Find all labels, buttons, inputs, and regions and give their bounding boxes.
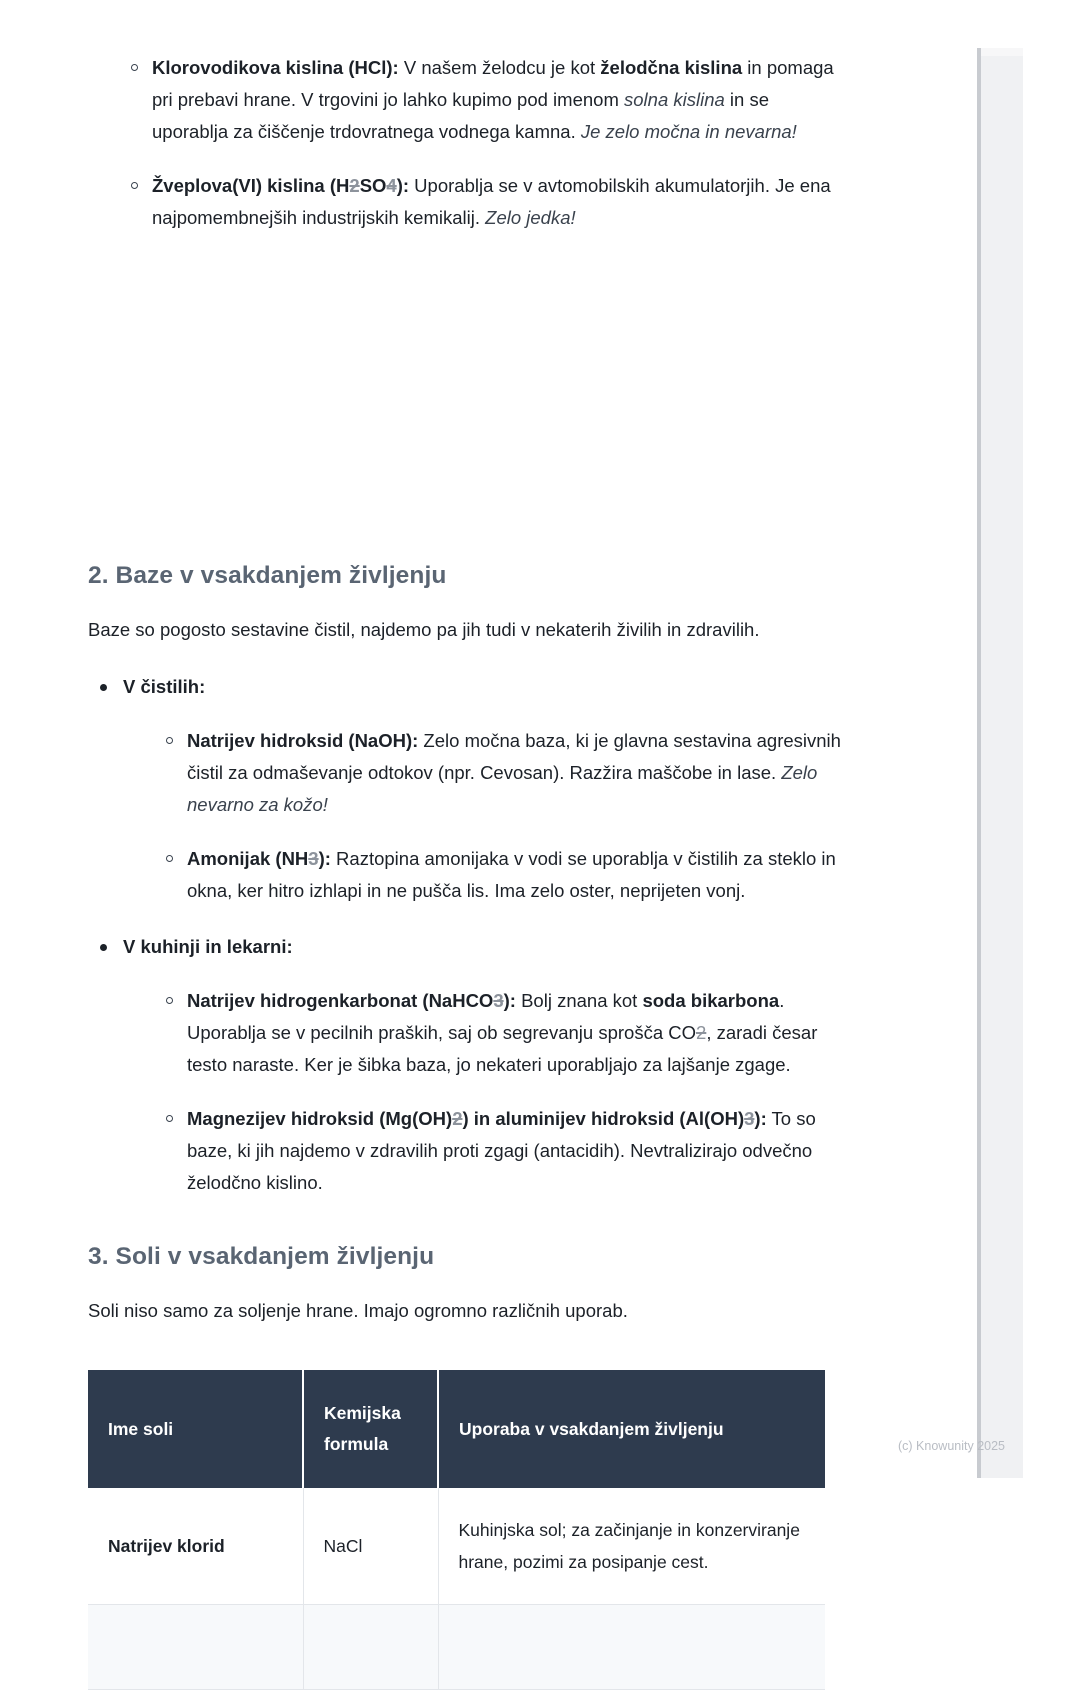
bold-emphasis: soda bikarbona — [642, 990, 780, 1011]
cleaning-agents-list — [123, 725, 848, 907]
section-2-intro: Baze so pogosto sestavine čistil, najdemo pa jih tudi v nekaterih živilih in zdravilih. — [88, 619, 760, 640]
right-side-panel[interactable] — [977, 48, 1023, 1478]
column-header-name: Ime soli — [88, 1370, 303, 1488]
list-item — [123, 985, 848, 1081]
table-row — [88, 1605, 825, 1690]
body-text: V našem želodcu je kot — [398, 57, 601, 78]
italic-emphasis: Zelo nevarno za kožo! — [187, 762, 818, 815]
term-label: ): — [396, 175, 410, 196]
list-item — [88, 931, 848, 1199]
circle-bullet-icon — [131, 182, 138, 189]
body-text: Raztopina amonijaka v vodi se uporablja v čistilih za steklo in okna, ker hitro izhlapi in ne pušča lis. Ima zelo oster, neprijeten vonj. — [187, 848, 836, 901]
term-label: ): — [754, 1108, 767, 1129]
document-content — [88, 0, 848, 1690]
circle-bullet-icon — [166, 855, 173, 862]
cell-use — [438, 1605, 825, 1690]
term-label: Amonijak (NH — [187, 848, 309, 869]
term-label: ): — [318, 848, 331, 869]
italic-emphasis: solna kislina — [624, 89, 725, 110]
copyright-watermark: (c) Knowunity 2025 — [898, 1439, 1006, 1453]
body-text: Uporablja se v avtomobilskih akumulatorjih. Je ena najpomembnejših industrijskih kemikalij. — [152, 175, 831, 228]
column-header-use: Uporaba v vsakdanjem življenju — [438, 1370, 825, 1488]
cell-salt-name — [88, 1605, 303, 1690]
term-label: Klorovodikova kislina (HCl): — [152, 57, 399, 78]
section-heading-2: 2. Baze v vsakdanjem življenju — [88, 562, 447, 589]
column-header-formula: Kemijska formula — [303, 1370, 438, 1488]
body-text: , zaradi česar testo naraste. Ker je šibka baza, jo nekateri uporabljajo za lajšanje zgage. — [187, 1022, 818, 1075]
cell-use: Kuhinjska sol; za začinjanje in konzerviranje hrane, pozimi za posipanje cest. — [438, 1488, 825, 1605]
term-label: Natrijev hidrogenkarbonat (NaHCO — [187, 990, 494, 1011]
term-label: ) in aluminijev hidroksid (Al(OH) — [462, 1108, 745, 1129]
acids-list — [88, 0, 848, 234]
circle-bullet-icon — [166, 1115, 173, 1122]
table-header-row — [88, 1370, 825, 1488]
list-item — [88, 170, 848, 234]
term-label: Žveplova(VI) kislina (H — [152, 175, 350, 196]
italic-emphasis: Je zelo močna in nevarna! — [580, 121, 797, 142]
term-label: Natrijev hidroksid (NaOH): — [187, 730, 419, 751]
group-label: V čistilih: — [123, 676, 206, 697]
formula-subscript: 2 — [696, 1022, 707, 1043]
formula-subscript: 2 — [349, 175, 360, 196]
cell-salt-name: Natrijev klorid — [88, 1488, 303, 1605]
body-text: in se uporablja za čiščenje trdovratnega vodnega kamna. — [152, 89, 769, 142]
term-label: ): — [503, 990, 516, 1011]
body-text: Zelo močna baza, ki je glavna sestavina agresivnih čistil za odmaševanje odtokov (npr. Cevosan). Razžira maščobe in lase. — [187, 730, 841, 783]
salts-table-wrapper — [88, 1328, 848, 1690]
formula-subscript: 3 — [308, 848, 319, 869]
kitchen-pharmacy-list — [123, 985, 848, 1199]
body-text: in pomaga pri prebavi hrane. V trgovini jo lahko kupimo pod imenom — [152, 57, 834, 110]
table-row — [88, 1488, 825, 1605]
panel-top-edge — [981, 48, 1023, 56]
disc-bullet-icon — [100, 944, 107, 951]
term-label: SO — [359, 175, 387, 196]
cell-formula — [303, 1605, 438, 1690]
list-item — [123, 1103, 848, 1199]
circle-bullet-icon — [166, 997, 173, 1004]
formula-subscript: 4 — [386, 175, 397, 196]
cell-formula: NaCl — [303, 1488, 438, 1605]
formula-subscript: 2 — [452, 1108, 463, 1129]
italic-emphasis: Zelo jedka! — [485, 207, 576, 228]
bases-group-list — [88, 671, 848, 1199]
section-heading-3: 3. Soli v vsakdanjem življenju — [88, 1243, 435, 1270]
list-item — [88, 52, 848, 148]
body-text: . Uporablja se v pecilnih praških, saj ob segrevanju sprošča CO — [187, 990, 785, 1043]
group-label: V kuhinji in lekarni: — [123, 936, 293, 957]
list-item — [123, 725, 848, 821]
list-item — [123, 843, 848, 907]
formula-subscript: 3 — [744, 1108, 755, 1129]
body-text: To so baze, ki jih najdemo v zdravilih proti zgagi (antacidih). Nevtralizirajo odvečno želodčno kislino. — [187, 1108, 816, 1193]
section-3-intro: Soli niso samo za soljenje hrane. Imajo ogromno različnih uporab. — [88, 1300, 628, 1321]
bold-emphasis: želodčna kislina — [600, 57, 743, 78]
circle-bullet-icon — [166, 737, 173, 744]
circle-bullet-icon — [131, 64, 138, 71]
salts-table — [88, 1370, 825, 1690]
disc-bullet-icon — [100, 684, 107, 691]
body-text: Bolj znana kot — [515, 990, 643, 1011]
term-label: Magnezijev hidroksid (Mg(OH) — [187, 1108, 453, 1129]
formula-subscript: 3 — [493, 990, 504, 1011]
list-item — [88, 671, 848, 907]
